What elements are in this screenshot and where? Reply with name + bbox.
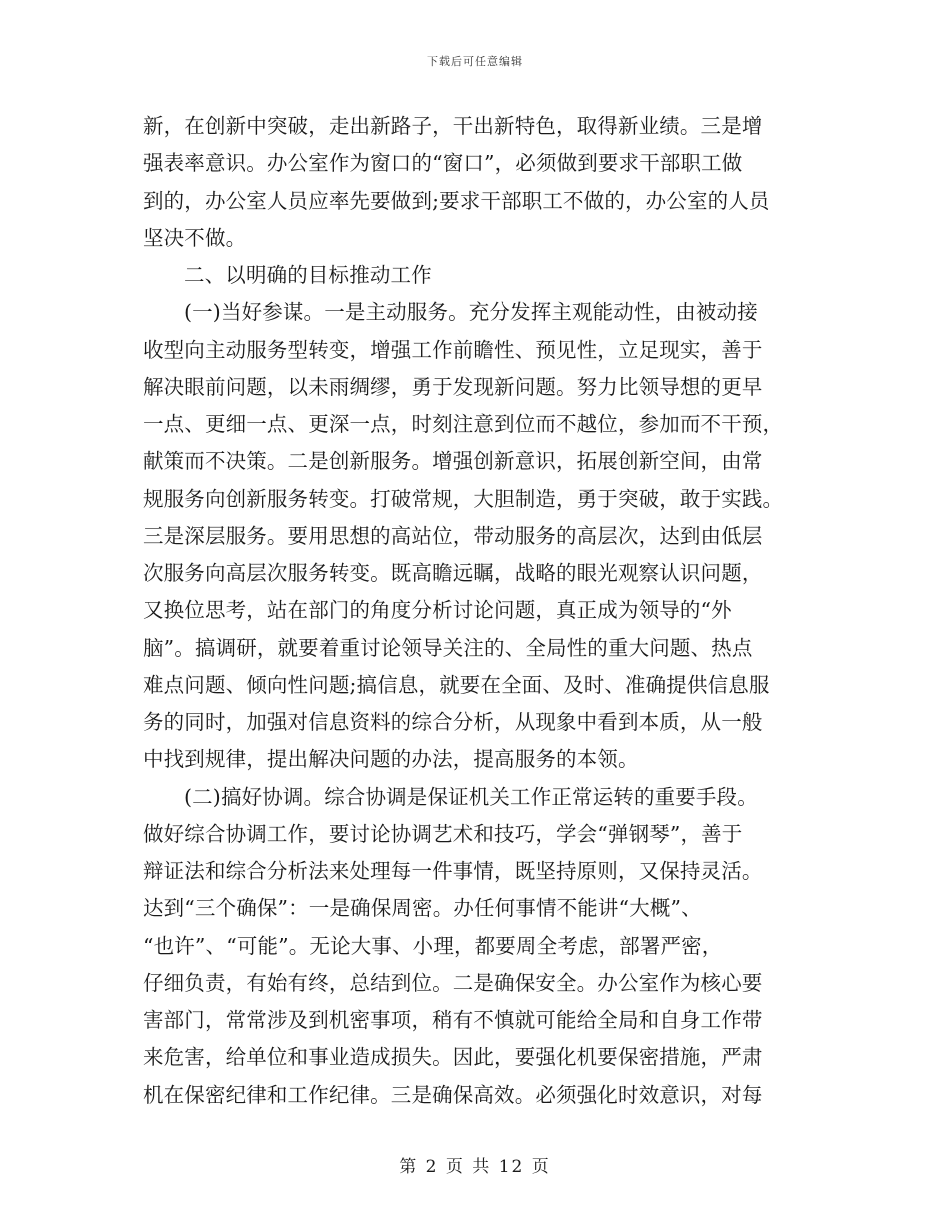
text-line: 新，在创新中突破，走出新路子，干出新特色，取得新业绩。三是增 xyxy=(143,114,763,138)
text-line: 又换位思考，站在部门的角度分析讨论问题，真正成为领导的“外 xyxy=(143,598,732,623)
text-line: 做好综合协调工作，要讨论协调艺术和技巧，学会“弹钢琴”，善于 xyxy=(143,821,743,846)
text-line: 来危害，给单位和事业造成损失。因此，要强化机要保密措施，严肃 xyxy=(143,1045,763,1070)
text-line: (一)当好参谋。一是主动服务。充分发挥主观能动性，由被动接 xyxy=(184,300,758,325)
page-number-footer: 第 2 页 共 12 页 xyxy=(399,1157,551,1177)
text-line: 到的，办公室人员应率先要做到;要求干部职工不做的，办公室的人员 xyxy=(143,188,770,213)
text-line: 解决眼前问题，以未雨绸缪，勇于发现新问题。努力比领导想的更早 xyxy=(143,374,763,399)
text-line: 强表率意识。办公室作为窗口的“窗口”，必须做到要求干部职工做 xyxy=(143,151,743,176)
text-line: 坚决不做。 xyxy=(143,225,247,250)
text-line: 中找到规律，提出解决问题的办法，提高服务的本领。 xyxy=(143,747,639,772)
text-line: “也许”、“可能”。无论大事、小理，都要周全考虑，部署严密， xyxy=(143,933,723,958)
text-line: 二、以明确的目标推动工作 xyxy=(184,263,432,287)
document-body xyxy=(143,108,813,1114)
text-line: 收型向主动服务型转变，增强工作前瞻性、预见性，立足现实，善于 xyxy=(143,337,763,362)
text-line: 机在保密纪律和工作纪律。三是确保高效。必须强化时效意识，对每 xyxy=(143,1082,763,1107)
text-line: 务的同时，加强对信息资料的综合分析，从现象中看到本质，从一般 xyxy=(143,710,763,734)
text-line: 仔细负责，有始有终，总结到位。二是确保安全。办公室作为核心要 xyxy=(143,970,763,995)
text-line: 脑”。搞调研，就要着重讨论领导关注的、全局性的重大问题、热点 xyxy=(143,635,753,660)
text-line: 难点问题、倾向性问题;搞信息，就要在全面、及时、准确提供信息服 xyxy=(143,672,770,697)
text-line: 献策而不决策。二是创新服务。增强创新意识，拓展创新空间，由常 xyxy=(143,449,763,474)
text-line: (二)搞好协调。综合协调是保证机关工作正常运转的重要手段。 xyxy=(184,784,758,809)
text-line: 害部门，常常涉及到机密事项，稍有不慎就可能给全局和自身工作带 xyxy=(143,1008,763,1032)
header-note: 下载后可任意编辑 xyxy=(427,55,523,68)
text-line: 辩证法和综合分析法来处理每一件事情，既坚持原则，又保持灵活。 xyxy=(143,859,763,883)
text-line: 达到“三个确保”：一是确保周密。办任何事情不能讲“大概”、 xyxy=(143,896,702,921)
text-line: 一点、更细一点、更深一点，时刻注意到位而不越位，参加而不干预， xyxy=(143,412,784,436)
text-line: 规服务向创新服务转变。打破常规，大胆制造，勇于突破，敢于实践。 xyxy=(143,486,784,511)
text-line: 三是深层服务。要用思想的高站位，带动服务的高层次，达到由低层 xyxy=(143,523,763,548)
text-line: 次服务向高层次服务转变。既高瞻远瞩，战略的眼光观察认识问题， xyxy=(143,561,763,585)
